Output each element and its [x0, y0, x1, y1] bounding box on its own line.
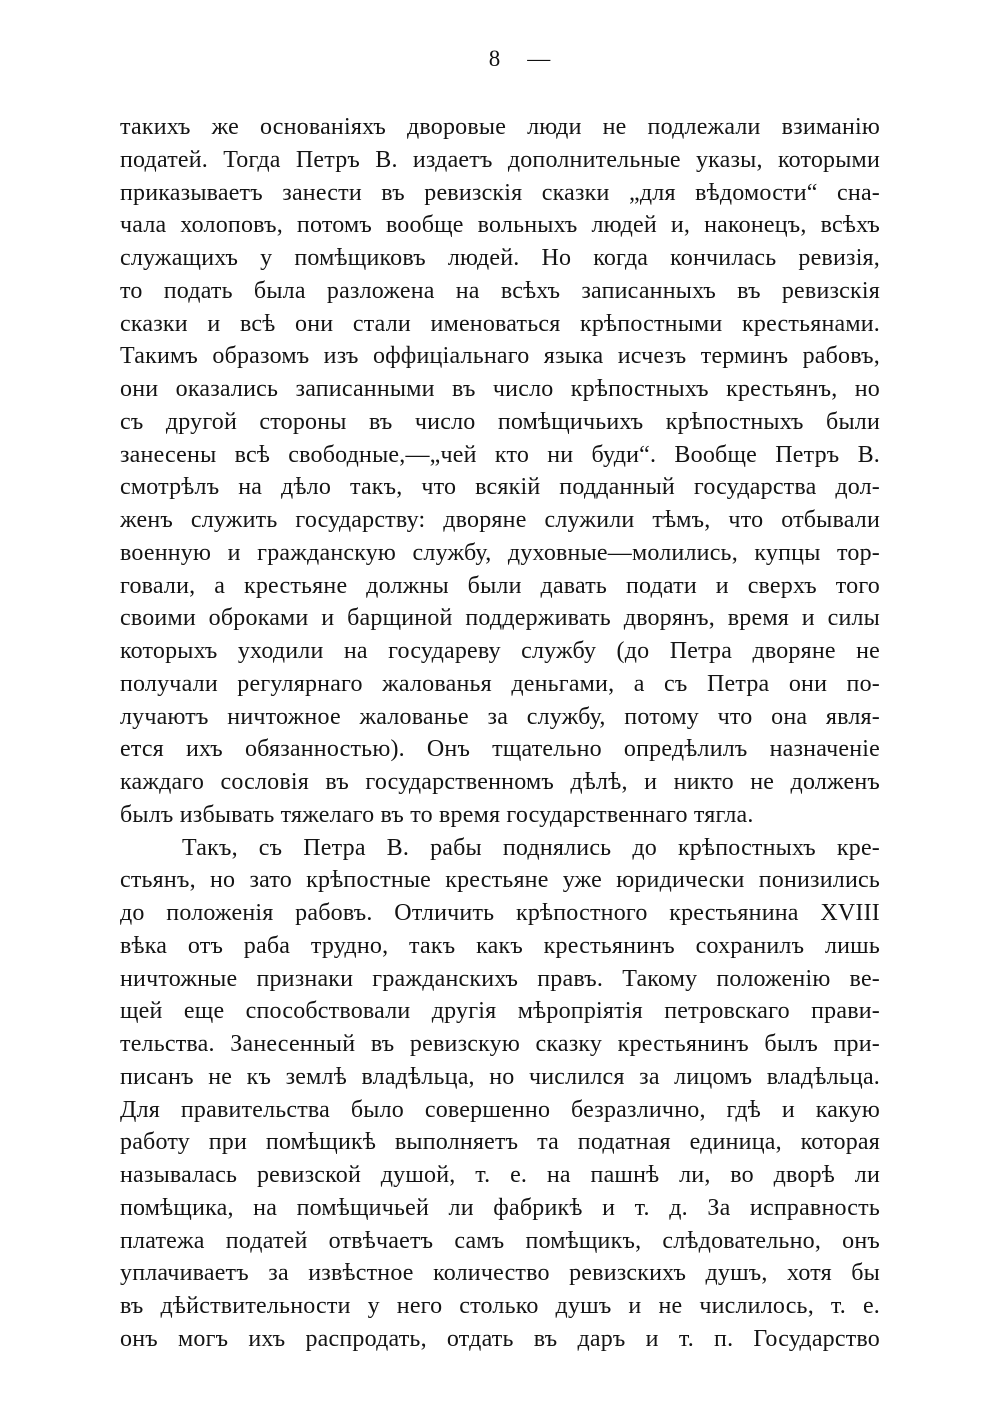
text-line: которыхъ уходили на государеву службу (до Петра дворяне не [120, 638, 880, 664]
text-line: щей еще способствовали другія мѣропріятія петровскаго прави- [120, 998, 880, 1025]
header-dash: — [527, 46, 552, 71]
text-line: служащихъ у помѣщиковъ людей. Но когда кончилась ревизія, [120, 245, 880, 271]
page-header [0, 46, 1000, 72]
body-text [120, 111, 880, 1356]
text-line: такихъ же основаніяхъ дворовые люди не подлежали взиманію [120, 114, 880, 140]
text-line: лучаютъ ничтожное жалованье за службу, потому что она явля- [120, 703, 880, 730]
text-line: получали регулярнаго жалованья деньгами, а съ Петра они по- [120, 670, 880, 697]
text-line: податей. Тогда Петръ В. издаетъ дополнительные указы, которыми [120, 146, 880, 173]
text-line: говали, а крестьяне должны были давать подати и сверхъ того [120, 572, 880, 599]
text-line: приказываетъ занести въ ревизскія сказки „для вѣдомости“ сна- [120, 179, 880, 206]
text-line: то подать была разложена на всѣхъ записанныхъ въ ревизскія [120, 277, 880, 304]
text-line: военную и гражданскую службу, духовные—молились, купцы тор- [120, 539, 880, 566]
text-line: помѣщика, на помѣщичьей ли фабрикѣ и т. д. За исправность [120, 1194, 880, 1221]
text-line: ничтожные признаки гражданскихъ правъ. Такому положенію ве- [120, 965, 880, 992]
text-line: они оказались записанными въ число крѣпостныхъ крестьянъ, но [120, 376, 880, 402]
paragraph [120, 832, 880, 1356]
page-number: 8 [488, 46, 502, 71]
text-line: ется ихъ обязанностью). Онъ тщательно опредѣлилъ назначеніе [120, 736, 880, 763]
text-line: каждаго сословія въ государственномъ дѣлѣ, и никто не долженъ [120, 769, 880, 795]
text-line: Такъ, съ Петра В. рабы поднялись до крѣпостныхъ кре- [182, 834, 880, 861]
text-line: тельства. Занесенный въ ревизскую сказку крестьянинъ былъ при- [120, 1031, 880, 1057]
text-line: уплачиваетъ за извѣстное количество ревизскихъ душъ, хотя бы [120, 1260, 880, 1287]
text-line: съ другой стороны въ число помѣщичьихъ крѣпостныхъ были [120, 408, 880, 435]
paragraph [120, 111, 880, 832]
text-line: онъ могъ ихъ распродать, отдать въ даръ и т. п. Государство [120, 1325, 880, 1352]
text-line: сказки и всѣ они стали именоваться крѣпостными крестьянами. [120, 310, 880, 337]
text-line: своими оброками и барщиной поддерживать дворянъ, время и силы [120, 605, 880, 632]
text-line: стьянъ, но зато крѣпостные крестьяне уже юридически понизились [120, 867, 880, 894]
text-line: Для правительства было совершенно безразлично, гдѣ и какую [120, 1096, 880, 1123]
text-line: вѣка отъ раба трудно, такъ какъ крестьянинъ сохранилъ лишь [120, 932, 880, 959]
text-line: работу при помѣщикѣ выполняетъ та податная единица, которая [120, 1129, 880, 1156]
text-line: называлась ревизской душой, т. е. на пашнѣ ли, во дворѣ ли [120, 1162, 880, 1188]
text-line: чала холоповъ, потомъ вообще вольныхъ людей и, наконецъ, всѣхъ [120, 212, 880, 239]
text-line: писанъ не къ землѣ владѣльца, но числился за лицомъ владѣльца. [120, 1063, 880, 1090]
text-line: въ дѣйствительности у него столько душъ и не числилось, т. е. [120, 1293, 880, 1319]
text-line: былъ избывать тяжелаго въ то время государственнаго тягла. [120, 801, 754, 828]
text-line: женъ служить государству: дворяне служили тѣмъ, что отбывали [120, 507, 880, 533]
text-line: занесены всѣ свободные,—„чей кто ни буди“. Вообще Петръ В. [120, 441, 880, 468]
text-line: Такимъ образомъ изъ оффиціальнаго языка исчезъ терминъ рабовъ, [120, 343, 880, 370]
text-line: до положенія рабовъ. Отличить крѣпостного крестьянина XVIII [120, 900, 880, 926]
text-line: смотрѣлъ на дѣло такъ, что всякій подданный государства дол- [120, 474, 880, 501]
text-line: платежа податей отвѣчаетъ самъ помѣщикъ, слѣдовательно, онъ [120, 1227, 880, 1254]
